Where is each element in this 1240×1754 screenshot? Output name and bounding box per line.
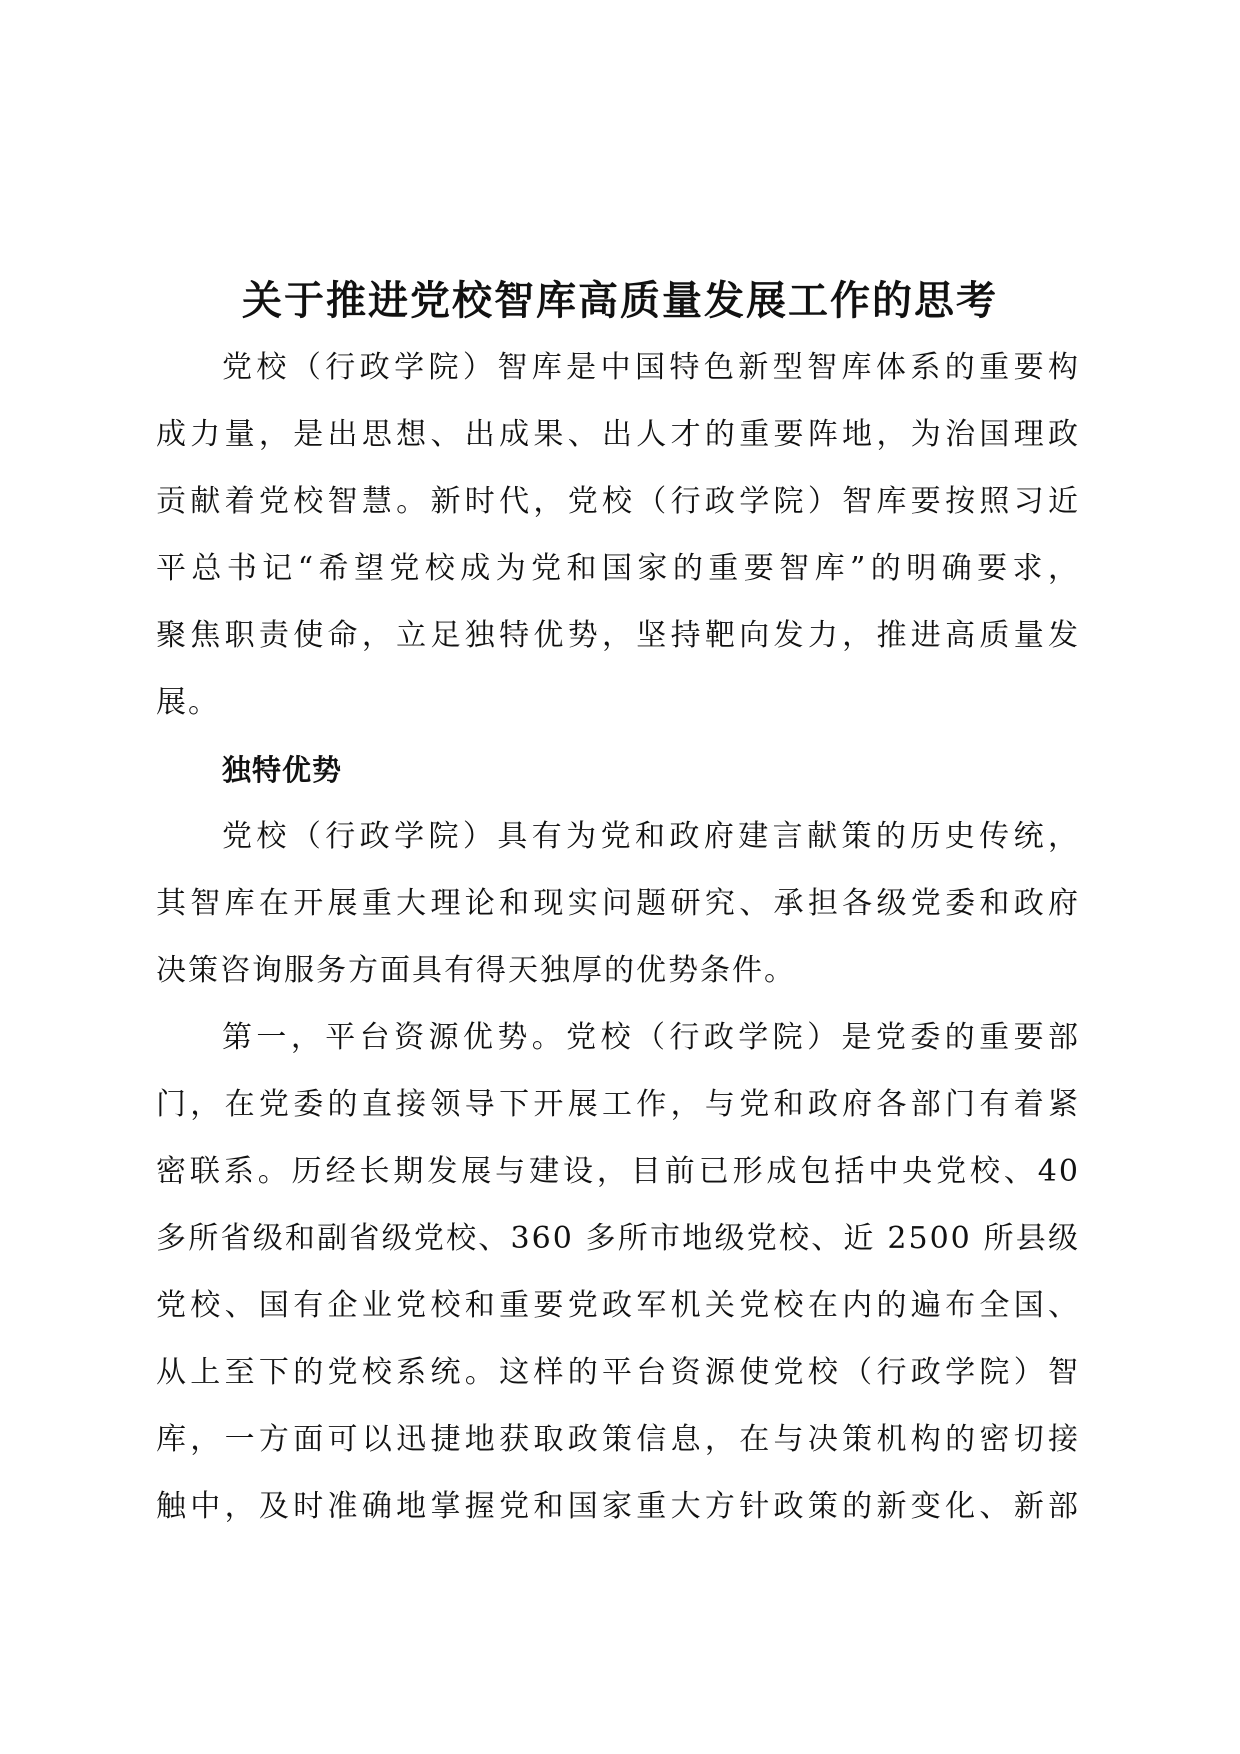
- paragraph-line: 党校、国有企业党校和重要党政军机关党校在内的遍布全国、: [156, 1288, 1080, 1323]
- paragraph-line: 门，在党委的直接领导下开展工作，与党和政府各部门有着紧: [156, 1087, 1080, 1122]
- paragraph-line: 党校（行政学院）智库是中国特色新型智库体系的重要构: [222, 350, 1080, 385]
- paragraph-line: 多所省级和副省级党校、360 多所市地级党校、近 2500 所县级: [156, 1221, 1080, 1256]
- document-title: 关于推进党校智库高质量发展工作的思考: [242, 277, 998, 324]
- paragraph-line: 成力量，是出思想、出成果、出人才的重要阵地，为治国理政: [156, 417, 1080, 452]
- paragraph-line: 决策咨询服务方面具有得天独厚的优势条件。: [156, 953, 796, 988]
- paragraph-line: 平总书记“希望党校成为党和国家的重要智库”的明确要求，: [156, 551, 1080, 586]
- paragraph-line: 党校（行政学院）具有为党和政府建言献策的历史传统，: [222, 819, 1080, 854]
- paragraph-line: 聚焦职责使命，立足独特优势，坚持靶向发力，推进高质量发: [156, 618, 1080, 653]
- paragraph-line: 从上至下的党校系统。这样的平台资源使党校（行政学院）智: [156, 1355, 1080, 1390]
- section-heading: 独特优势: [222, 753, 343, 787]
- paragraph-line: 库，一方面可以迅捷地获取政策信息，在与决策机构的密切接: [156, 1422, 1080, 1457]
- paragraph-line: 展。: [156, 685, 220, 720]
- paragraph-line: 贡献着党校智慧。新时代，党校（行政学院）智库要按照习近: [156, 484, 1080, 519]
- paragraph-line: 其智库在开展重大理论和现实问题研究、承担各级党委和政府: [156, 886, 1080, 921]
- paragraph-line: 第一，平台资源优势。党校（行政学院）是党委的重要部: [222, 1020, 1080, 1055]
- paragraph-line: 密联系。历经长期发展与建设，目前已形成包括中央党校、40: [156, 1154, 1080, 1189]
- paragraph-line: 触中，及时准确地掌握党和国家重大方针政策的新变化、新部: [156, 1489, 1080, 1524]
